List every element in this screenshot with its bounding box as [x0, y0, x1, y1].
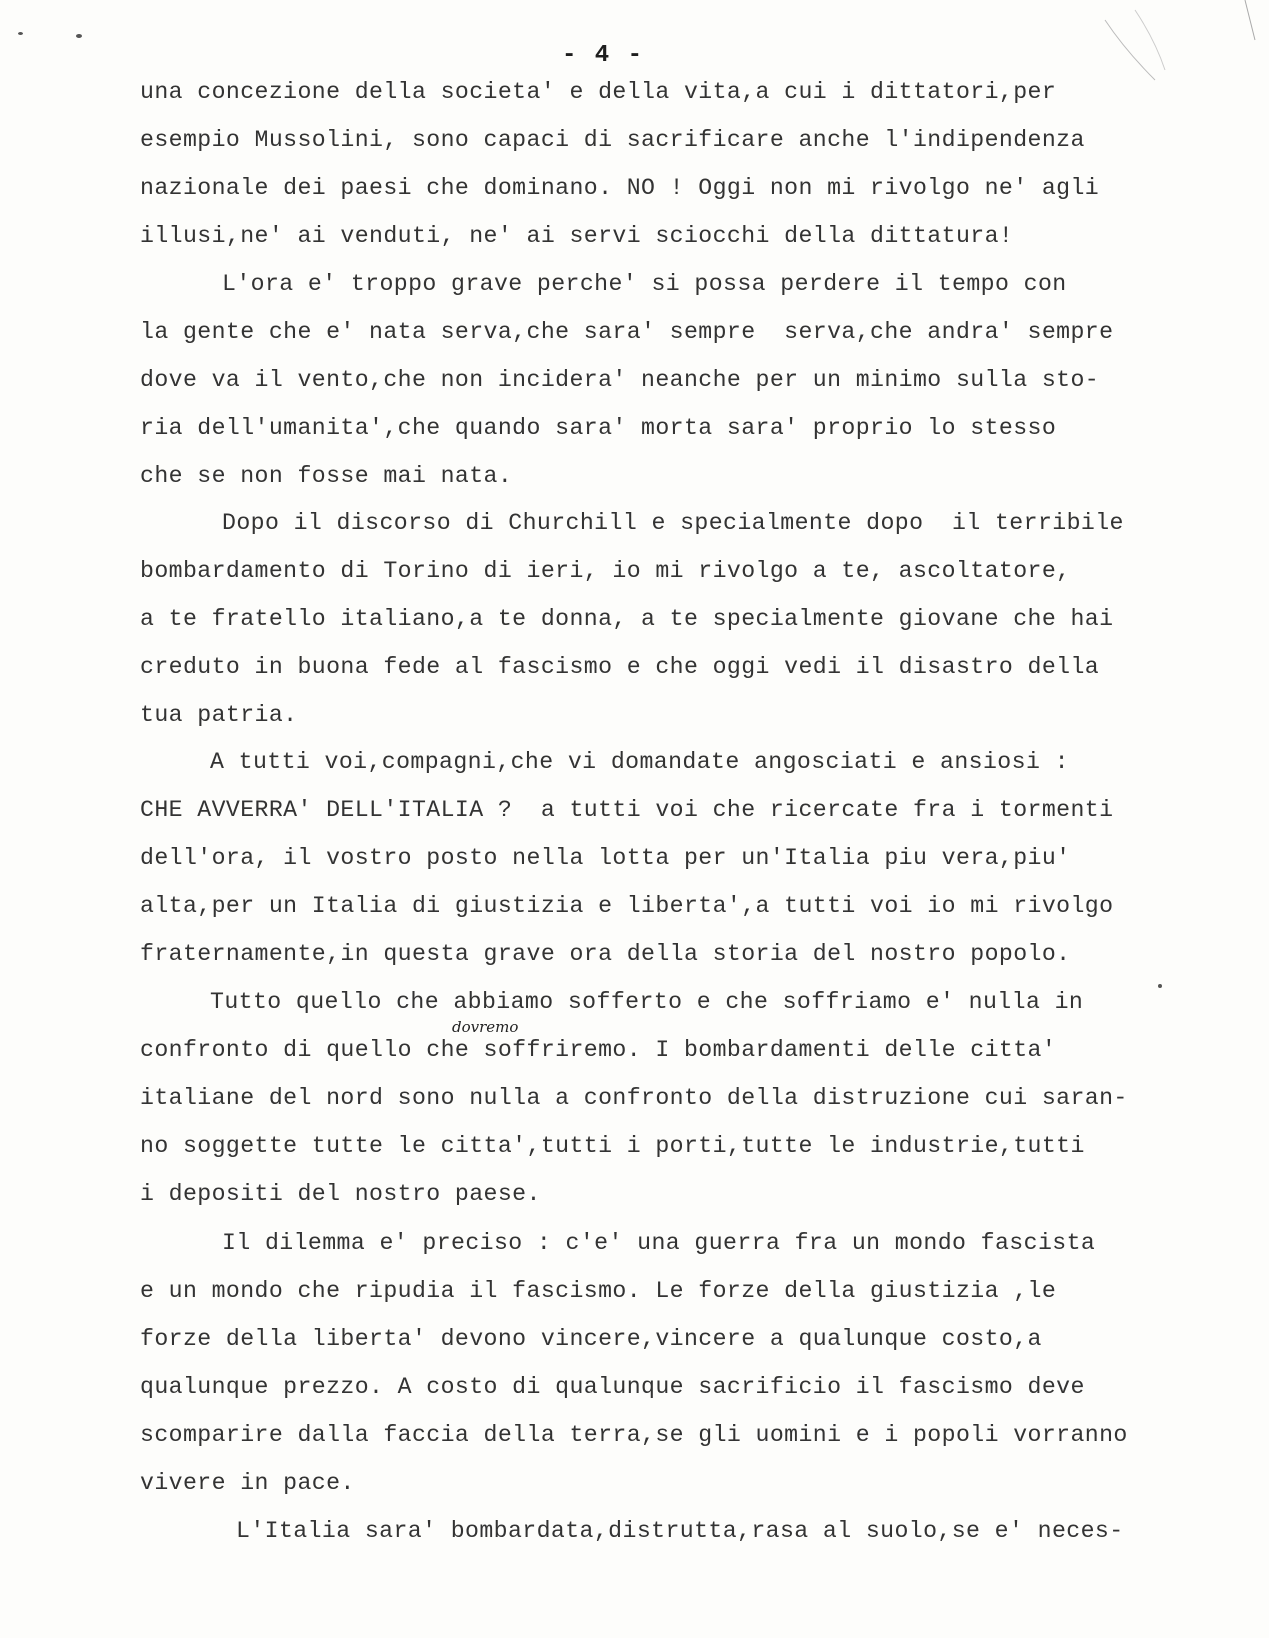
- text-line: tua patria.: [140, 702, 298, 728]
- text-line: Il dilemma e' preciso : c'e' una guerra fra un mondo fascista: [222, 1230, 1096, 1256]
- ink-speck: [76, 34, 82, 38]
- text-line: e un mondo che ripudia il fascismo. Le forze della giustizia ,le: [140, 1278, 1057, 1304]
- ink-speck: [18, 32, 23, 35]
- page-edge-marks: [1095, 0, 1269, 120]
- text-line: scomparire dalla faccia della terra,se gli uomini e i popoli vorranno: [140, 1422, 1128, 1448]
- text-line: qualunque prezzo. A costo di qualunque sacrificio il fascismo deve: [140, 1374, 1085, 1400]
- text-line: Dopo il discorso di Churchill e specialmente dopo il terribile: [222, 510, 1124, 536]
- handwritten-insertion: dovremo: [452, 1018, 519, 1036]
- text-line: L'Italia sara' bombardata,distrutta,rasa al suolo,se e' neces-: [236, 1518, 1124, 1544]
- text-line: dove va il vento,che non incidera' neanche per un minimo sulla sto-: [140, 367, 1100, 393]
- text-line: esempio Mussolini, sono capaci di sacrificare anche l'indipendenza: [140, 127, 1085, 153]
- text-line: la gente che e' nata serva,che sara' sempre serva,che andra' sempre: [140, 319, 1114, 345]
- text-line: nazionale dei paesi che dominano. NO ! Oggi non mi rivolgo ne' agli: [140, 175, 1100, 201]
- text-line: a te fratello italiano,a te donna, a te specialmente giovane che hai: [140, 606, 1114, 632]
- text-line: alta,per un Italia di giustizia e liberta',a tutti voi io mi rivolgo: [140, 893, 1114, 919]
- text-line: italiane del nord sono nulla a confronto della distruzione cui saran-: [140, 1085, 1128, 1111]
- text-line: ria dell'umanita',che quando sara' morta sara' proprio lo stesso: [140, 415, 1057, 441]
- text-line: vivere in pace.: [140, 1470, 355, 1496]
- text-line: dell'ora, il vostro posto nella lotta per un'Italia piu vera,piu': [140, 845, 1071, 871]
- text-line: illusi,ne' ai venduti, ne' ai servi sciocchi della dittatura!: [140, 223, 1014, 249]
- text-line: A tutti voi,compagni,che vi domandate angosciati e ansiosi :: [210, 749, 1069, 775]
- text-line: CHE AVVERRA' DELL'ITALIA ? a tutti voi che ricercate fra i tormenti: [140, 797, 1114, 823]
- text-line: i depositi del nostro paese.: [140, 1181, 541, 1207]
- ink-speck: [1158, 984, 1162, 988]
- text-line: forze della liberta' devono vincere,vincere a qualunque costo,a: [140, 1326, 1042, 1352]
- text-line: bombardamento di Torino di ieri, io mi rivolgo a te, ascoltatore,: [140, 558, 1071, 584]
- text-line: una concezione della societa' e della vita,a cui i dittatori,per: [140, 79, 1057, 105]
- text-line: creduto in buona fede al fascismo e che oggi vedi il disastro della: [140, 654, 1100, 680]
- text-line: no soggette tutte le citta',tutti i porti,tutte le industrie,tutti: [140, 1133, 1085, 1159]
- page-number: - 4 -: [561, 42, 644, 69]
- text-line: L'ora e' troppo grave perche' si possa perdere il tempo con: [222, 271, 1067, 297]
- text-line: fraternamente,in questa grave ora della storia del nostro popolo.: [140, 941, 1071, 967]
- text-line: confronto di quello che soffriremo. I bombardamenti delle citta': [140, 1037, 1057, 1063]
- text-line: che se non fosse mai nata.: [140, 463, 513, 489]
- text-line: Tutto quello che abbiamo sofferto e che soffriamo e' nulla in: [210, 989, 1084, 1015]
